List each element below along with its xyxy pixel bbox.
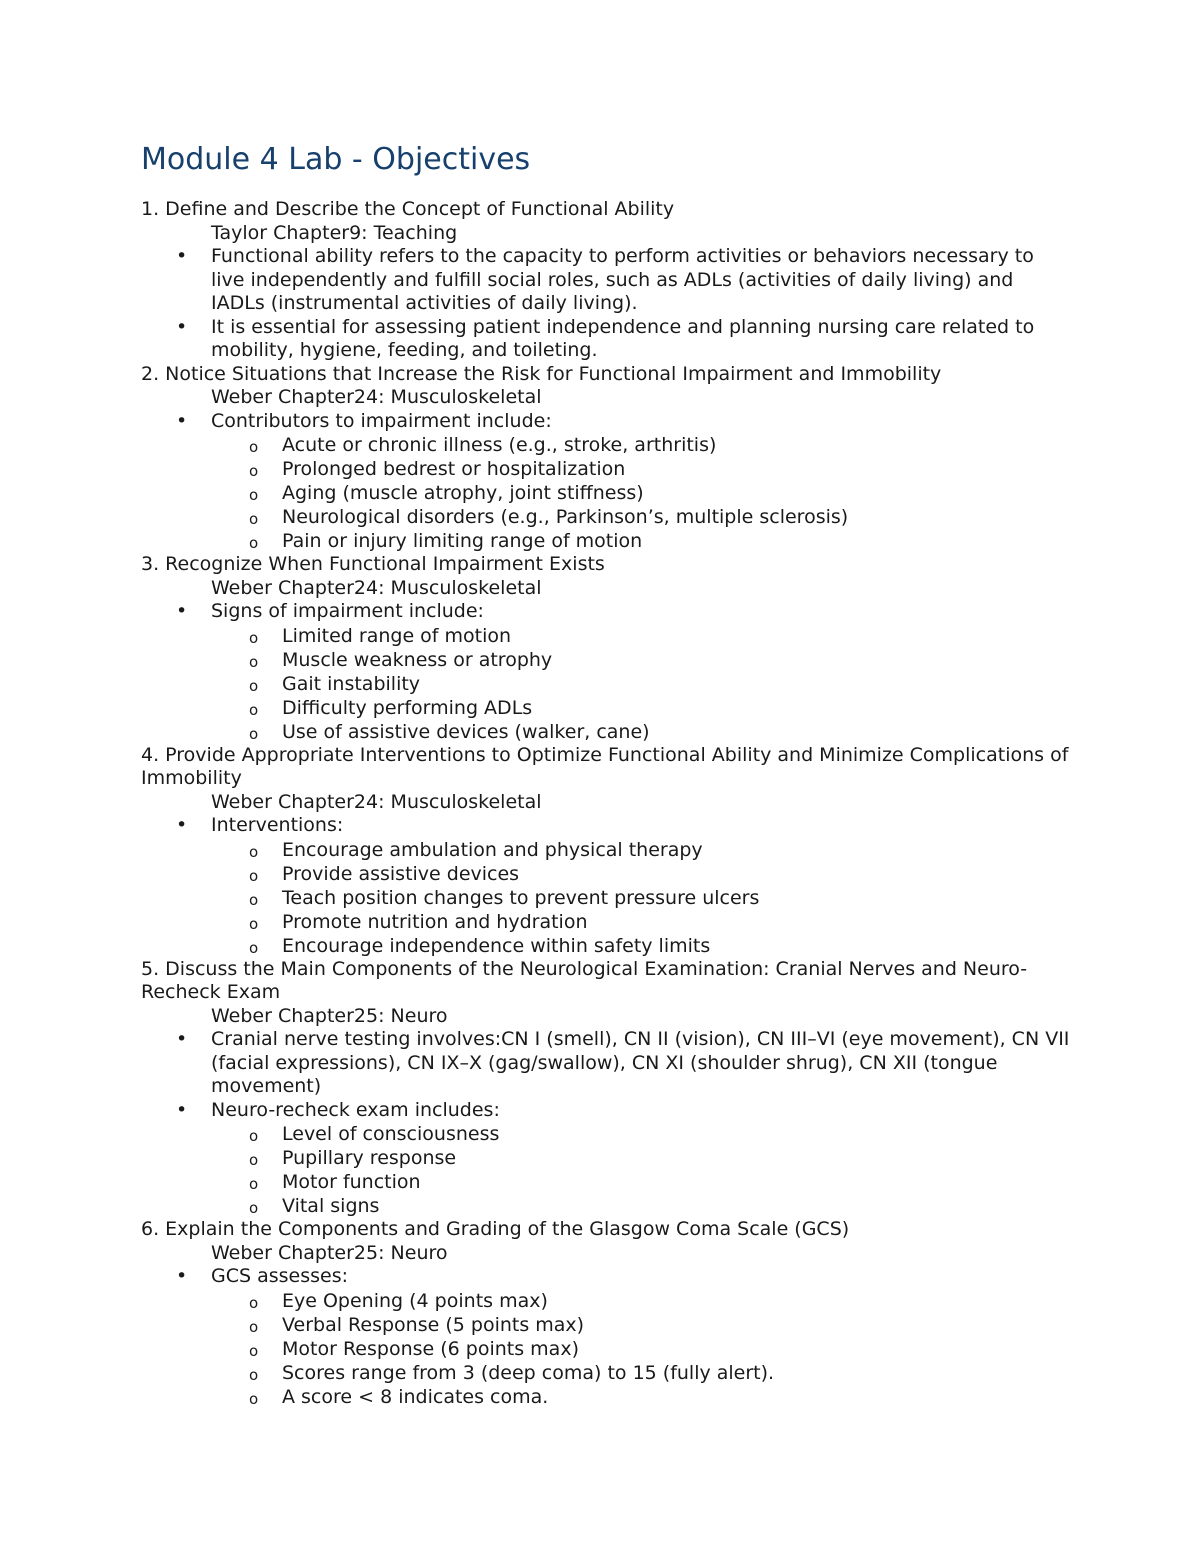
objective-heading: 6. Explain the Components and Grading of the Glasgow Coma Scale (GCS) (141, 1218, 850, 1240)
objective-heading: 2. Notice Situations that Increase the Risk for Functional Impairment and Immobility (141, 362, 942, 385)
sub-bullet-item (141, 1122, 1071, 1146)
sub-bullet-text: Pain or injury limiting range of motion (282, 530, 643, 552)
chapter-reference: Weber Chapter24: Musculoskeletal (211, 576, 542, 599)
bullet-item (141, 600, 1071, 624)
sub-bullet-icon: o (249, 1127, 259, 1145)
sub-bullet-icon: o (249, 652, 259, 671)
sub-bullet-icon: o (249, 462, 259, 480)
sub-bullet-item (141, 1385, 1071, 1409)
sub-bullet-item (141, 624, 1071, 648)
sub-bullet-icon: o (249, 842, 259, 861)
sub-bullet-icon: o (249, 1293, 259, 1312)
bullet-icon: • (176, 814, 188, 836)
objective-5 (141, 958, 1071, 1219)
sub-bullet-text: Gait instability (282, 672, 421, 695)
sub-bullet-icon: o (249, 914, 259, 933)
sub-bullet-list (141, 624, 1071, 744)
objective-4 (141, 744, 1071, 958)
sub-bullet-icon: o (249, 1341, 259, 1360)
sub-bullet-item (141, 1194, 1071, 1218)
bullet-icon: • (176, 600, 188, 622)
bullet-text: Contributors to impairment include: (211, 409, 552, 432)
sub-bullet-item (141, 529, 1071, 553)
sub-bullet-item (141, 1289, 1071, 1313)
sub-bullet-icon: o (249, 534, 259, 552)
sub-bullet-text: Difficulty performing ADLs (282, 696, 533, 719)
bullet-list (141, 600, 1071, 744)
bullet-icon: • (176, 245, 188, 267)
sub-bullet-text: Vital signs (282, 1195, 380, 1217)
objective-6 (141, 1218, 1071, 1409)
sub-bullet-icon: o (249, 1151, 259, 1169)
chapter-reference: Taylor Chapter9: Teaching (211, 221, 458, 244)
sub-bullet-item (141, 481, 1071, 505)
sub-bullet-item (141, 1361, 1071, 1385)
document-page (141, 140, 1071, 1409)
sub-bullet-text: Encourage independence within safety limits (282, 934, 711, 957)
sub-bullet-icon: o (249, 486, 259, 504)
sub-bullet-icon: o (249, 890, 259, 909)
sub-bullet-text: Limited range of motion (282, 624, 512, 647)
sub-bullet-item (141, 838, 1071, 862)
sub-bullet-item (141, 457, 1071, 481)
bullet-text: Signs of impairment include: (211, 600, 484, 622)
bullet-item (141, 1099, 1071, 1123)
bullet-icon: • (176, 1265, 188, 1287)
bullet-icon: • (176, 409, 188, 432)
objective-heading: 3. Recognize When Functional Impairment Exists (141, 553, 605, 575)
sub-bullet-icon: o (249, 510, 259, 528)
sub-bullet-icon: o (249, 724, 259, 743)
sub-bullet-item (141, 1146, 1071, 1170)
sub-bullet-icon: o (249, 866, 259, 885)
sub-bullet-text: Verbal Response (5 points max) (282, 1313, 585, 1336)
sub-bullet-list (141, 433, 1071, 553)
sub-bullet-item (141, 934, 1071, 958)
sub-bullet-item (141, 862, 1071, 886)
sub-bullet-text: A score < 8 indicates coma. (282, 1385, 549, 1408)
chapter-reference: Weber Chapter24: Musculoskeletal (211, 790, 542, 813)
sub-bullet-item (141, 720, 1071, 744)
document-title: Module 4 Lab - Objectives (141, 142, 531, 177)
sub-bullet-text: Pupillary response (282, 1147, 457, 1169)
sub-bullet-icon: o (249, 1317, 259, 1336)
bullet-text: Functional ability refers to the capacity to perform activities or behaviors necessary to live independently and fulfill social roles, such as ADLs (activities of daily living) and IADLs (instrumental activities of daily living). (211, 245, 1034, 314)
sub-bullet-text: Encourage ambulation and physical therapy (282, 838, 703, 861)
sub-bullet-icon: o (249, 676, 259, 695)
sub-bullet-item (141, 648, 1071, 672)
objective-heading: 5. Discuss the Main Components of the Neurological Examination: Cranial Nerves and Neuro-Recheck Exam (141, 957, 1028, 1003)
bullet-list (141, 245, 1071, 363)
bullet-item (141, 1028, 1071, 1099)
sub-bullet-icon: o (249, 1389, 259, 1408)
sub-bullet-item (141, 1170, 1071, 1194)
bullet-icon: • (176, 1098, 188, 1121)
sub-bullet-text: Use of assistive devices (walker, cane) (282, 720, 650, 743)
bullet-item (141, 245, 1071, 316)
chapter-reference: Weber Chapter24: Musculoskeletal (211, 386, 542, 408)
sub-bullet-item (141, 672, 1071, 696)
sub-bullet-group (141, 1289, 1071, 1409)
objectives-list (141, 198, 1071, 1409)
sub-bullet-text: Muscle weakness or atrophy (282, 648, 553, 671)
sub-bullet-item (141, 910, 1071, 934)
chapter-reference: Weber Chapter25: Neuro (211, 1241, 448, 1264)
bullet-text: GCS assesses: (211, 1265, 349, 1287)
sub-bullet-text: Neurological disorders (e.g., Parkinson’s, multiple sclerosis) (282, 506, 849, 528)
bullet-item (141, 316, 1071, 363)
bullet-list (141, 1265, 1071, 1409)
sub-bullet-list (141, 1122, 1071, 1218)
sub-bullet-list (141, 1289, 1071, 1409)
objective-1 (141, 198, 1071, 363)
sub-bullet-text: Scores range from 3 (deep coma) to 15 (fully alert). (282, 1361, 775, 1384)
sub-bullet-item (141, 886, 1071, 910)
sub-bullet-item (141, 505, 1071, 529)
chapter-reference: Weber Chapter25: Neuro (211, 1004, 448, 1027)
sub-bullet-text: Prolonged bedrest or hospitalization (282, 458, 626, 480)
sub-bullet-icon: o (249, 628, 259, 647)
sub-bullet-icon: o (249, 1365, 259, 1384)
sub-bullet-text: Level of consciousness (282, 1123, 500, 1145)
objective-3 (141, 553, 1071, 744)
bullet-text: Neuro-recheck exam includes: (211, 1098, 500, 1121)
sub-bullet-icon: o (249, 1175, 259, 1193)
objective-heading: 4. Provide Appropriate Interventions to Optimize Functional Ability and Minimize Complications of Immobility (141, 743, 1069, 789)
sub-bullet-text: Acute or chronic illness (e.g., stroke, arthritis) (282, 434, 717, 456)
bullet-text: It is essential for assessing patient independence and planning nursing care related to mobility, hygiene, feeding, and toileting. (211, 315, 1035, 361)
sub-bullet-text: Motor Response (6 points max) (282, 1337, 579, 1360)
bullet-icon: • (176, 1028, 188, 1050)
sub-bullet-text: Promote nutrition and hydration (282, 910, 588, 933)
objective-heading: 1. Define and Describe the Concept of Functional Ability (141, 198, 675, 220)
sub-bullet-group (141, 838, 1071, 958)
bullet-item (141, 1265, 1071, 1289)
sub-bullet-item (141, 433, 1071, 457)
sub-bullet-group (141, 433, 1071, 553)
bullet-icon: • (176, 315, 188, 338)
bullet-list (141, 814, 1071, 958)
sub-bullet-item (141, 1337, 1071, 1361)
sub-bullet-item (141, 696, 1071, 720)
bullet-item (141, 814, 1071, 838)
sub-bullet-icon: o (249, 1199, 259, 1217)
sub-bullet-group (141, 1122, 1071, 1218)
sub-bullet-text: Teach position changes to prevent pressure ulcers (282, 886, 760, 909)
objective-2 (141, 363, 1071, 554)
bullet-list (141, 1028, 1071, 1218)
sub-bullet-text: Provide assistive devices (282, 862, 520, 885)
sub-bullet-list (141, 838, 1071, 958)
sub-bullet-icon: o (249, 938, 259, 957)
bullet-text: Interventions: (211, 814, 344, 836)
sub-bullet-icon: o (249, 438, 259, 456)
bullet-item (141, 410, 1071, 434)
bullet-list (141, 410, 1071, 554)
sub-bullet-text: Aging (muscle atrophy, joint stiffness) (282, 482, 644, 504)
sub-bullet-text: Motor function (282, 1171, 421, 1193)
sub-bullet-icon: o (249, 700, 259, 719)
bullet-text: Cranial nerve testing involves:CN I (smell), CN II (vision), CN III–VI (eye movement), CN VII (facial expressions), CN IX–X (gag/swallow), CN XI (shoulder shrug), CN XII (tongue movement) (211, 1028, 1070, 1097)
sub-bullet-item (141, 1313, 1071, 1337)
sub-bullet-group (141, 624, 1071, 744)
sub-bullet-text: Eye Opening (4 points max) (282, 1289, 548, 1312)
